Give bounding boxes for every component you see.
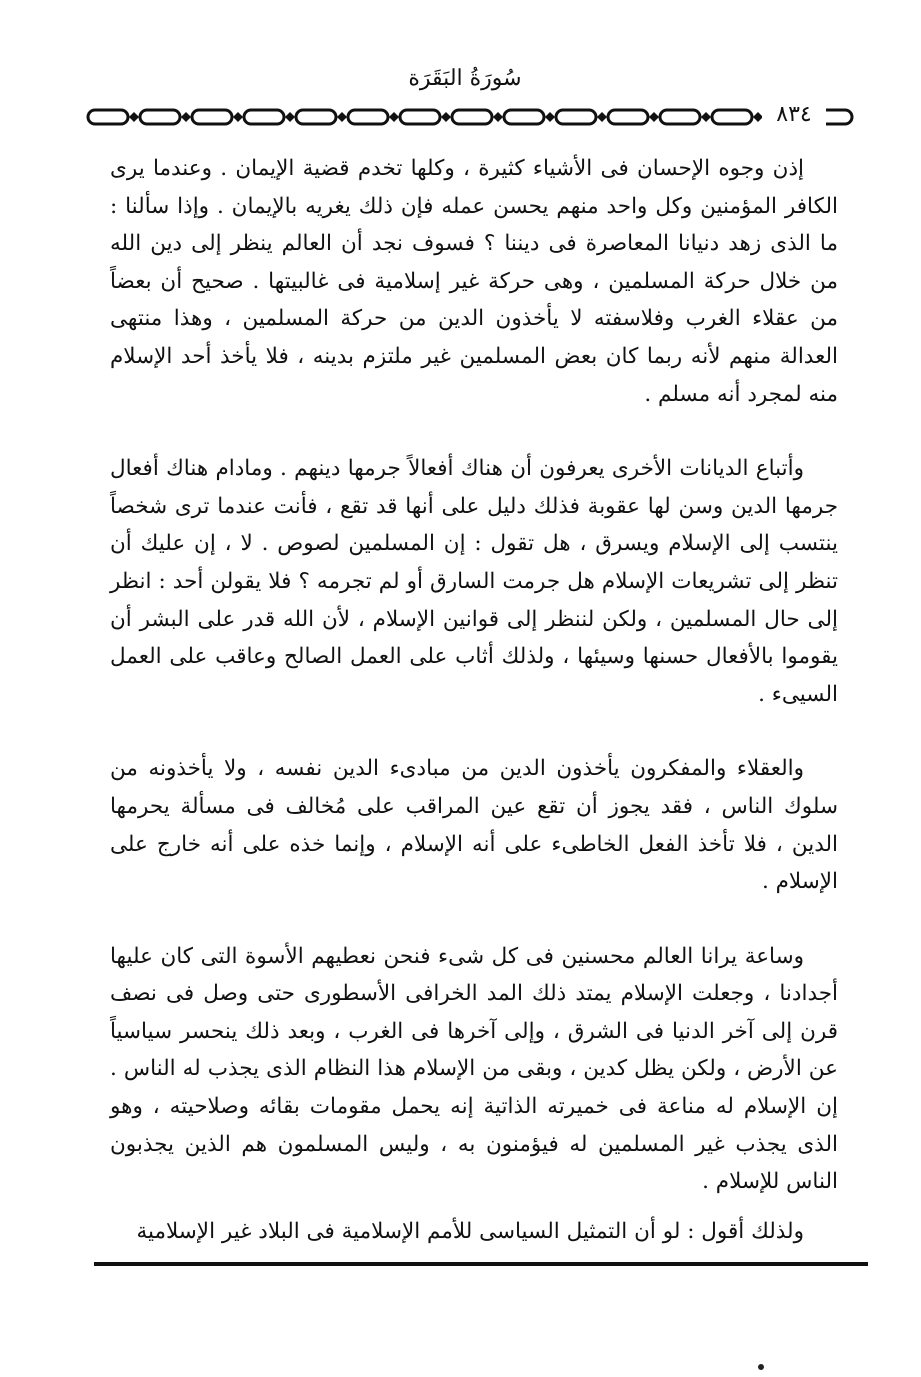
page-number: ٨٣٤ [762,102,826,127]
chain-link [504,110,544,124]
paragraph: ولذلك أقول : لو أن التمثيل السياسى للأمم الإسلامية فى البلاد غير الإسلامية [136,1218,804,1244]
ornamental-header-border [86,104,856,130]
chain-link [88,110,128,124]
chain-diamond [597,112,607,122]
chain-diamond [129,112,139,122]
chain-diamond [441,112,451,122]
paragraph: وأتباع الديانات الأخرى يعرفون أن هناك أفعالاً جرمها دينهم . ومادام هناك أفعال جرمها الدين وسن لها عقوبة فذلك دليل على أنها قد تقع ، فأنت عندما ترى شخصاً ينتسب إلى الإسلام ويسرق ، هل تقول : إن المسلمين لصوص . لا ، إن عليك أن تنظر إلى تشريعات الإسلام هل جرمت السارق أو لم تجرمه ؟ فلا يقولن أحد : انظر إلى حال المسلمين ، ولكن لننظر إلى قوانين الإسلام ، لأن الله قدر على البشر أن يقوموا بالأفعال حسنها وسيئها ، ولذلك أثاب على العمل الصالح وعاقب على العمل السيىء . [110,456,838,707]
chain-link [608,110,648,124]
chain-diamond [285,112,295,122]
chain-diamond [233,112,243,122]
chain-diamond [545,112,555,122]
chain-link [660,110,700,124]
paragraph: والعقلاء والمفكرون يأخذون الدين من مبادىء الدين نفسه ، ولا يأخذونه من سلوك الناس ، فقد يجوز أن تقع عين المراقب على مُخالف فى مسألة يحرمها الدين ، فلا تأخذ الفعل الخاطىء على أنه الإسلام ، وإنما خذه على أنه خارج على الإسلام . [110,756,838,895]
chain-diamond [493,112,503,122]
chain-diamond [649,112,659,122]
chain-link [140,110,180,124]
chain-diamond [701,112,711,122]
print-speck [758,1364,764,1370]
chain-diamond [181,112,191,122]
chain-link [400,110,440,124]
surah-title: سُورَةُ البَقَرَة [408,66,522,91]
paragraph: وساعة يرانا العالم محسنين فى كل شىء فنحن نعطيهم الأسوة التى كان عليها أجدادنا ، وجعلت الإسلام يمتد ذلك المد الخرافى الأسطورى حتى وصل فى نصف قرن إلى آخر الدنيا فى الشرق ، وإلى آخرها فى الغرب ، وبعد ذلك ينحسر سياسياً عن الأرض ، ولكن يظل كدين ، وبقى من الإسلام هذا النظام الذى يجذب له الناس . إن الإسلام له مناعة فى خميرته الذاتية إنه يحمل مقومات بقائه وصلاحيته ، وهو الذى يجذب غير المسلمين له فيؤمنون به ، وليس المسلمون هم الذين يجذبون الناس للإسلام . [110,943,838,1195]
chain-link [556,110,596,124]
chain-link [192,110,232,124]
footer-rule [94,1262,868,1266]
chain-link [348,110,388,124]
chain-link [712,110,752,124]
page-body [110,150,838,1250]
chain-link [244,110,284,124]
chain-link [452,110,492,124]
chain-diamond [389,112,399,122]
paragraph: إذن وجوه الإحسان فى الأشياء كثيرة ، وكلها تخدم قضية الإيمان . وعندما يرى الكافر المؤمنين وكل واحد منهم يحسن عمله فإن ذلك يغريه بالإيمان . وإذا سألنا : ما الذى زهد دنيانا المعاصرة فى ديننا ؟ فسوف نجد أن العالم ينظر إلى دين الله من خلال حركة المسلمين ، وهى حركة غير إسلامية فى غالبيتها . صحيح أن بعضاً من عقلاء الغرب وفلاسفته لا يأخذون الدين من حركة المسلمين ، وهذا منتهى العدالة منهم لأنه ربما كان بعض المسلمين غير ملتزم بدينه ، فلا يأخذ أحد الإسلام منه لمجرد أنه مسلم . [110,156,838,407]
chain-link [296,110,336,124]
chain-diamond [337,112,347,122]
